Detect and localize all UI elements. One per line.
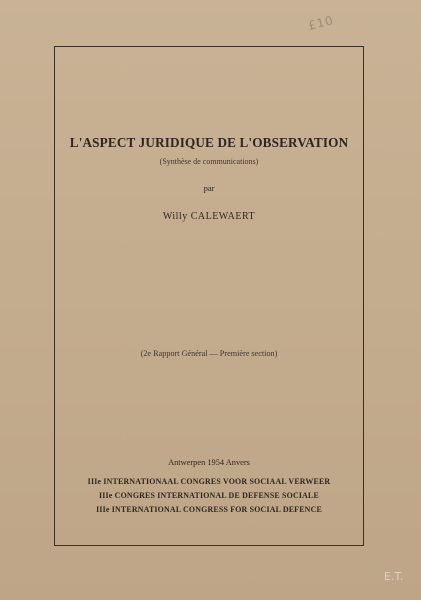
by-label: par [203,183,215,193]
place-year: Antwerpen 1954 Anvers [168,458,250,467]
congress-line-english: IIIe INTERNATIONAL CONGRESS FOR SOCIAL DEFENCE [96,505,322,514]
watermark-stamp: E.T. [384,570,404,583]
document-title: L'ASPECT JURIDIQUE DE L'OBSERVATION [69,135,349,150]
author-name: Willy CALEWAERT [162,211,256,222]
border-frame [54,46,364,546]
report-label: (2e Rapport Général — Première section) [140,349,278,358]
pencil-price-note: £10 [306,13,336,33]
congress-line-dutch: IIIe INTERNATIONAAL CONGRES VOOR SOCIAAL VERWEER [87,477,331,486]
congress-line-french: IIIe CONGRES INTERNATIONAL DE DEFENSE SOCIALE [99,491,319,500]
document-subtitle: (Synthèse de communications) [159,157,259,166]
